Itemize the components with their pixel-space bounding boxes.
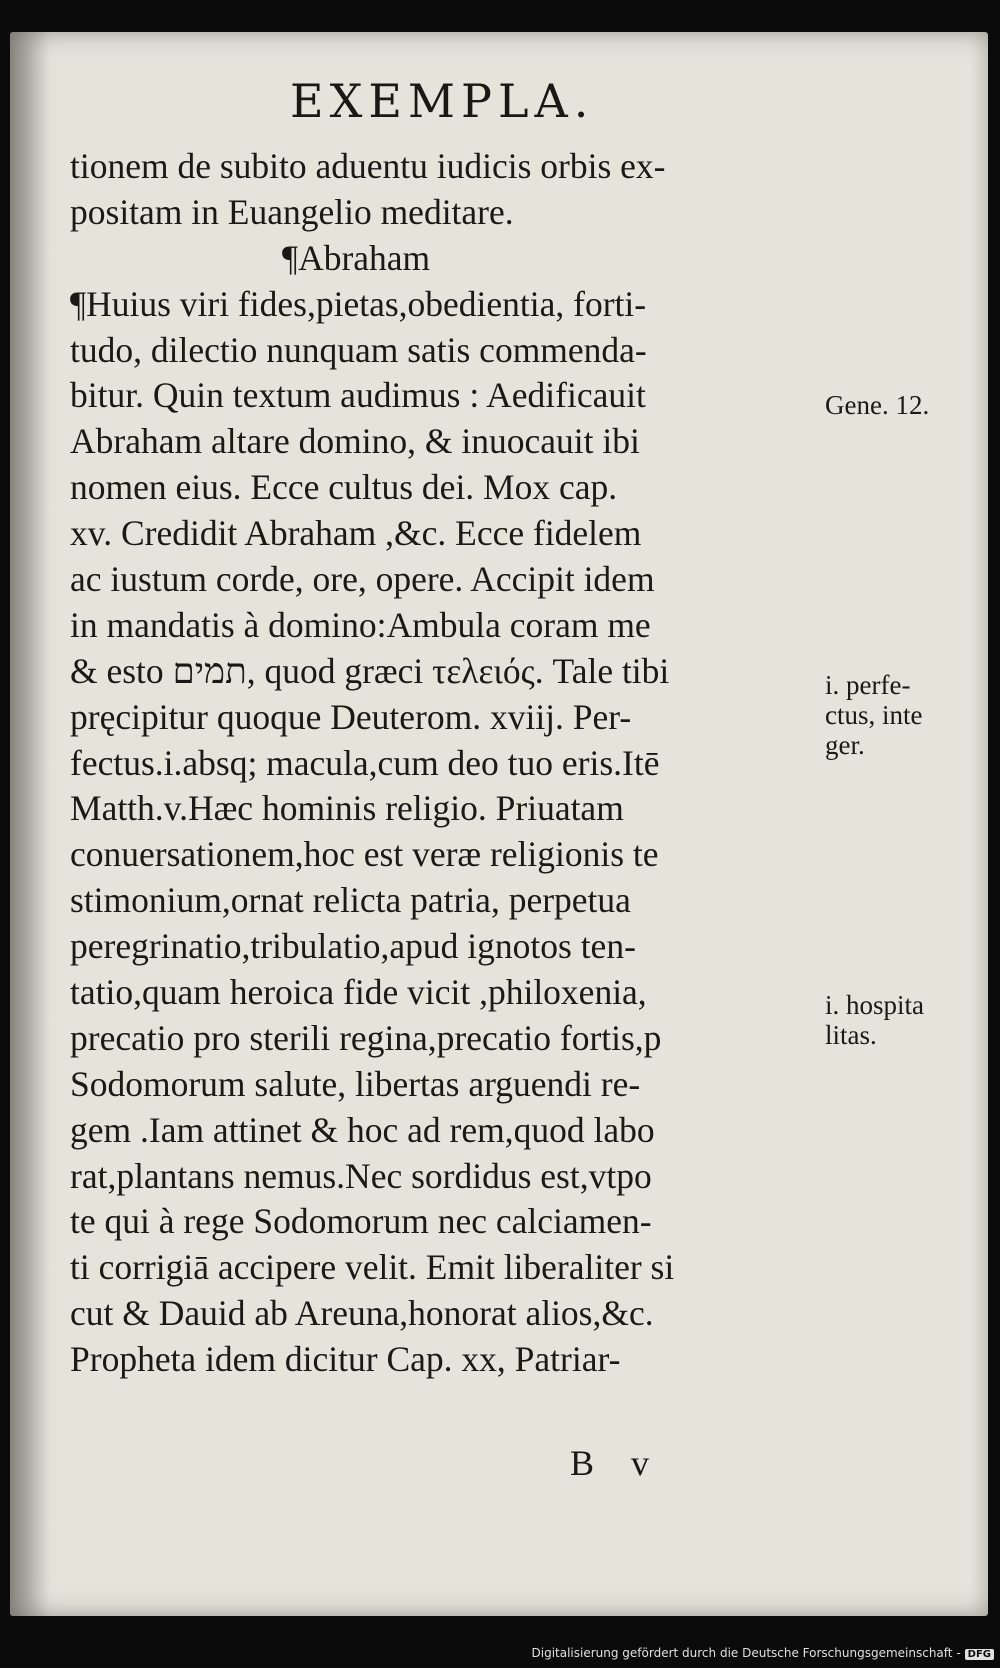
text-line: Sodomorum salute, libertas arguendi re- [70, 1063, 641, 1104]
margin-note-perfectus [825, 670, 922, 760]
digitization-credit [532, 1646, 995, 1660]
text-line: fectus.i.absq; macula,cum deo tuo eris.Itē [70, 742, 660, 783]
text-line: gem .Iam attinet & hoc ad rem,quod labo [70, 1109, 655, 1150]
margin-note-line: ger. [825, 730, 865, 760]
text-line: & esto תמים, quod græci τελειός. Tale tibi [70, 650, 670, 691]
text-line: ¶Huius viri fides,pietas,obedientia, forti- [70, 283, 647, 324]
margin-note-line: ctus, inte [825, 700, 923, 730]
book-page [10, 32, 988, 1616]
signature-mark: B v [570, 1443, 664, 1483]
text-line: tudo, dilectio nunquam satis commenda- [70, 329, 647, 370]
margin-note-line: i. hospita [825, 990, 924, 1020]
text-line: nomen eius. Ecce cultus dei. Mox cap. [70, 467, 618, 508]
text-line: Matth.v.Hæc hominis religio. Priuatam [70, 788, 624, 829]
margin-note-line: i. perfe- [825, 670, 911, 700]
credit-text: Digitalisierung gefördert durch die Deutsche Forschungsgemeinschaft - [531, 1646, 961, 1660]
running-head: EXEMPLA. [290, 74, 595, 128]
text-line: rat,plantans nemus.Nec sordidus est,vtpo [70, 1155, 652, 1196]
text-line: peregrinatio,tribulatio,apud ignotos ten- [70, 926, 636, 967]
text-line: Abraham altare domino, & inuocauit ibi [70, 421, 640, 462]
section-heading: ¶Abraham [282, 237, 431, 278]
text-line: cut & Dauid ab Areuna,honorat alios,&c. [70, 1293, 654, 1334]
text-line: precatio pro sterili regina,precatio fortis,p [70, 1017, 662, 1058]
text-line: stimonium,ornat relicta patria, perpetua [70, 880, 631, 921]
gutter-shadow [10, 32, 50, 1616]
margin-note-gene [825, 390, 929, 420]
text-line: ti corrigiā accipere velit. Emit liberaliter si [70, 1247, 675, 1288]
text-line: xv. Credidit Abraham ,&c. Ecce fidelem [70, 513, 642, 554]
text-line: Propheta idem dicitur Cap. xx, Patriar- [70, 1339, 621, 1380]
text-line: pręcipitur quoque Deuterom. xviij. Per- [70, 696, 632, 737]
text-line: te qui à rege Sodomorum nec calciamen- [70, 1201, 652, 1242]
margin-note-line: Gene. 12. [825, 390, 930, 420]
text-line: tatio,quam heroica fide vicit ,philoxenia, [70, 972, 647, 1013]
text-line: ac iustum corde, ore, opere. Accipit idem [70, 559, 655, 600]
text-line: bitur. Quin textum audimus : Aedificauit [70, 375, 646, 416]
text-line: tionem de subito aduentu iudicis orbis ex- [70, 146, 666, 186]
margin-note-hospitalitas [825, 990, 924, 1050]
text-line: conuersationem,hoc est veræ religionis te [70, 834, 659, 875]
dfg-logo: DFG [965, 1649, 994, 1660]
text-line: in mandatis à domino:Ambula coram me [70, 604, 651, 645]
body-text [70, 144, 830, 1383]
margin-note-line: litas. [825, 1020, 877, 1050]
text-line: positam in Euangelio meditare. [70, 191, 514, 232]
